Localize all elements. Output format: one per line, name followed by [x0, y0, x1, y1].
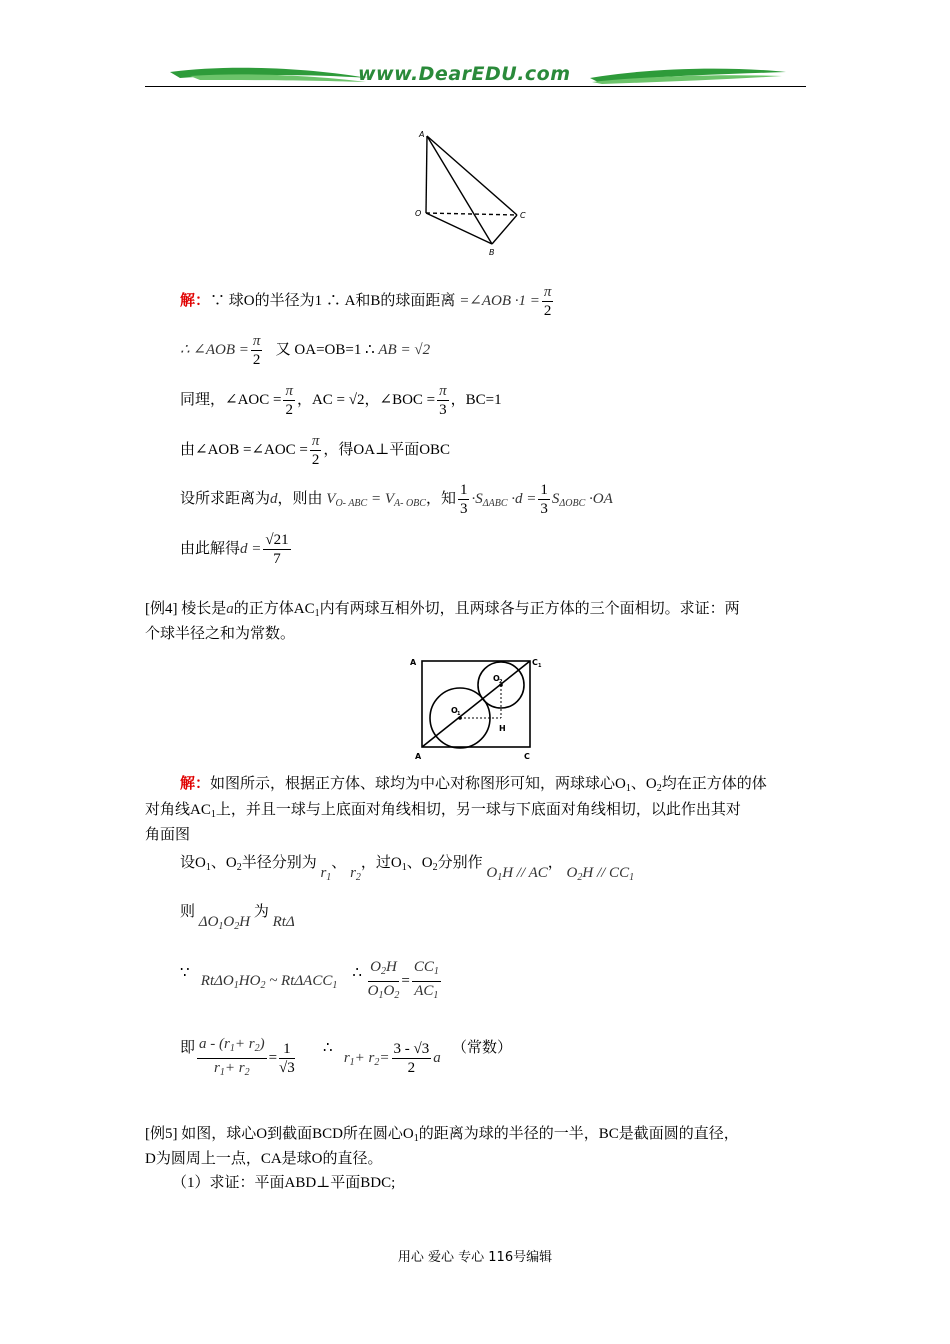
numerator [197, 1035, 267, 1059]
subscript: ΔABC [482, 497, 508, 509]
fraction [368, 958, 400, 1005]
volume: V [326, 490, 336, 507]
text: ∴ [352, 964, 362, 981]
subscript: A- OBC [394, 497, 426, 509]
subscript: 1 [326, 872, 332, 883]
subscript: 2 [577, 872, 583, 883]
text: ∵ [180, 964, 190, 981]
subscript: 1 [314, 608, 320, 619]
denominator: 2 [285, 402, 293, 418]
fig1-label-b: B [489, 248, 495, 257]
spheres-figure [408, 655, 548, 763]
tetrahedron-figure [410, 128, 540, 260]
subscript: 2 [355, 872, 361, 883]
text: 如图所示，根据正方体、球均为中心对称图形可知，两球球心O [210, 776, 626, 792]
text: 、 [331, 855, 347, 871]
formula: ·OA [589, 490, 613, 507]
text: r [343, 1049, 350, 1066]
ex4-title-line2 [145, 624, 295, 644]
denominator: 2 [543, 303, 552, 319]
denominator: √3 [279, 1060, 295, 1076]
numerator [368, 958, 400, 982]
text: + r [354, 1049, 375, 1066]
denominator: 2 [252, 352, 261, 368]
fraction [542, 283, 554, 320]
fraction [437, 382, 449, 419]
fig2-label-c1-sub: 1 [538, 663, 542, 669]
var-a: a [433, 1049, 441, 1066]
subscript: 2 [244, 1067, 250, 1078]
formula: d = [240, 540, 262, 557]
fraction [197, 1035, 267, 1082]
equals: = [370, 490, 382, 507]
text: + r [224, 1060, 245, 1076]
denominator: 2 [311, 452, 320, 468]
subscript: 1 [205, 862, 211, 873]
sol3-line1 [180, 283, 555, 320]
subscript: 1 [229, 1043, 235, 1054]
fraction [251, 332, 263, 369]
text: 对角线AC [145, 802, 211, 818]
text: H // AC [502, 865, 548, 881]
text: AC [414, 983, 434, 999]
fig2-label-o1: O [451, 706, 458, 715]
ex4-sol-p4 [180, 853, 635, 883]
solution-label: 解： [180, 776, 211, 792]
denominator: 3 [439, 402, 447, 418]
numerator: π [252, 333, 261, 349]
text: + r [234, 1036, 255, 1052]
subscript: 1 [413, 1133, 419, 1144]
page-footer: 用心 爱心 专心 116号编辑 [397, 1250, 553, 1265]
text: 为 [253, 904, 269, 920]
subscript: 1 [433, 966, 439, 977]
text: ，AC = √2，∠BOC = [296, 391, 436, 408]
text: 半径分别为 [241, 855, 317, 871]
formula: =∠AOB ·1 = [459, 292, 540, 309]
ex4-sol-p3 [145, 825, 190, 845]
text: r [214, 1060, 220, 1076]
text: ，BC=1 [450, 391, 502, 408]
ex4-sol-p7 [180, 1035, 512, 1082]
numerator: √21 [265, 532, 289, 548]
subscript: 2 [432, 862, 438, 873]
subscript: 2 [394, 990, 400, 1001]
ex4-sol-p6 [180, 958, 443, 1005]
numerator: π [439, 383, 447, 399]
subscript: 1 [433, 990, 439, 1001]
formula [199, 914, 250, 930]
fraction [412, 958, 441, 1005]
text: a - (r [199, 1036, 230, 1052]
text: 、O [630, 776, 657, 792]
text: 即 [180, 1039, 196, 1056]
numerator: 1 [459, 482, 468, 498]
denominator: 2 [407, 1060, 416, 1076]
text: 内有两球互相外切，且两球各与正方体的三个面相切。求证：两 [319, 601, 740, 617]
ex5-line2 [145, 1149, 383, 1169]
subscript: 1 [629, 872, 635, 883]
fig2-label-a-bot: A [415, 752, 422, 761]
text: ，过O [360, 855, 402, 871]
subscript: O- ABC [335, 497, 368, 509]
formula [567, 865, 635, 881]
text: H [239, 914, 251, 930]
numerator: 1 [279, 1040, 295, 1059]
equals: = [401, 972, 410, 989]
subscript: 2 [381, 966, 386, 977]
sol3-line3 [180, 382, 502, 419]
text: 由此解得 [180, 540, 241, 557]
text: D为圆周上一点，CA是球O的直径。 [145, 1151, 383, 1167]
fig1-label-a: A [419, 130, 425, 139]
var-a: a [226, 601, 234, 617]
text: 则 [180, 904, 196, 920]
text: [例5] 如图，球心O到截面BCD所在圆心O [145, 1126, 414, 1142]
solution-label: 解： [180, 292, 211, 309]
numerator: π [543, 284, 552, 300]
fraction [458, 481, 470, 518]
equals: = [268, 1049, 278, 1066]
text: ∵ 球O的半径为1 ∴ A和B的球面距离 [210, 292, 456, 309]
text: 设所求距离为 [180, 490, 271, 507]
ex4-title-line1 [145, 599, 740, 624]
text: 又 OA=OB=1 ∴ [275, 341, 375, 358]
subscript: 1 [349, 1056, 355, 1068]
header-rule [145, 86, 806, 87]
subscript: 1 [401, 862, 407, 873]
fig2-label-h: H [499, 724, 506, 733]
subscript: 1 [625, 783, 631, 794]
fig2-label-a-top: A [410, 658, 417, 667]
text: HO [238, 972, 261, 989]
text: 分别作 [437, 855, 483, 871]
numerator: 1 [540, 482, 548, 498]
ex4-sol-p5 [180, 902, 295, 932]
text: ， [547, 855, 563, 871]
text: 个球半径之和为常数。 [145, 626, 296, 642]
text: O [370, 959, 381, 975]
subscript: 1 [233, 979, 239, 991]
subscript: 2 [236, 862, 242, 873]
subscript: 1 [378, 990, 384, 1001]
text: O [383, 983, 395, 999]
ex4-sol-p1 [180, 774, 767, 799]
fraction [538, 481, 550, 518]
radius-r1: r [320, 865, 327, 881]
text: ) [259, 1036, 265, 1052]
text: 同理，∠AOC = [180, 391, 282, 408]
text: ，则由 [277, 490, 323, 507]
ex5-line1 [145, 1124, 739, 1149]
text: 角面图 [145, 827, 191, 843]
subscript: 1 [332, 979, 338, 991]
text: [例4] 棱长是 [145, 601, 227, 617]
denominator: 3 [540, 501, 548, 517]
formula: ∴ ∠AOB = [180, 341, 249, 358]
subscript: 2 [374, 1056, 380, 1068]
subscript: 1 [219, 1067, 225, 1078]
formula: AB = √2 [378, 341, 431, 358]
fig2-label-o2: O [493, 674, 500, 683]
text: H [386, 959, 397, 975]
sol3-line6 [180, 531, 293, 568]
header-swoosh-left [150, 62, 370, 86]
header-swoosh-right [588, 62, 788, 86]
subscript: ΔOBC [559, 497, 586, 509]
text: RtΔO [200, 972, 234, 989]
sol3-line2 [180, 332, 430, 369]
subscript: 1 [218, 921, 224, 932]
ex5-line3 [172, 1173, 395, 1193]
text: （常数） [451, 1039, 512, 1056]
formula: RtΔ [272, 914, 295, 930]
denominator [197, 1059, 267, 1082]
volume: V [384, 490, 395, 507]
text: O [486, 865, 498, 881]
text: 设O [180, 855, 206, 871]
fig1-label-o: O [415, 209, 422, 218]
text: O [367, 983, 379, 999]
subscript: 2 [234, 921, 240, 932]
text: H // CC [582, 865, 630, 881]
fig2-label-o2-sub: 2 [499, 679, 503, 685]
numerator: π [285, 383, 293, 399]
text: ，得OA⊥平面OBC [323, 441, 451, 458]
text: ΔO [198, 914, 219, 930]
text: ∴ [323, 1039, 333, 1056]
numerator [412, 958, 441, 982]
formula [201, 973, 338, 989]
fig2-label-o1-sub: 1 [457, 711, 461, 717]
fraction [310, 432, 322, 469]
fig2-label-c-bot: C [524, 752, 530, 761]
area: ·S [471, 490, 483, 507]
denominator: 7 [273, 551, 281, 567]
var-d: d [270, 490, 278, 507]
subscript: 1 [497, 872, 503, 883]
subscript: 2 [254, 1043, 260, 1054]
text: 、O [210, 855, 237, 871]
text: ，知 [425, 490, 456, 507]
subscript: 2 [656, 783, 662, 794]
ex4-sol-p2 [145, 800, 741, 825]
text: 的距离为球的半径的一半，BC是截面圆的直径， [418, 1126, 739, 1142]
text: 均在正方体的体 [661, 776, 767, 792]
fraction [279, 1040, 295, 1077]
sol3-line4 [180, 432, 450, 469]
text: = [379, 1049, 390, 1066]
text: （1）求证：平面ABD⊥平面BDC; [172, 1175, 396, 1191]
fraction [392, 1040, 432, 1077]
radius-r2: r [350, 865, 356, 881]
text: ~ RtΔACC [269, 972, 333, 989]
denominator [412, 982, 441, 1005]
subscript: 2 [260, 979, 266, 991]
text: O [223, 914, 235, 930]
formula [486, 865, 547, 881]
numerator: π [311, 433, 320, 449]
fig1-label-c: C [520, 211, 526, 220]
numerator: 3 - √3 [393, 1041, 430, 1057]
denominator: 3 [459, 501, 468, 517]
text: 、O [406, 855, 433, 871]
area: S [551, 490, 560, 507]
header-logo: www.DearEDU.com [358, 63, 571, 85]
text: O [566, 865, 578, 881]
fraction [283, 382, 295, 419]
formula [344, 1050, 390, 1066]
text: CC [413, 959, 434, 975]
subscript: 1 [210, 809, 216, 820]
text: 由∠AOB =∠AOC = [180, 441, 308, 458]
sol3-line5 [180, 481, 613, 518]
formula: ·d = [511, 490, 537, 507]
text: 上，并且一球与上底面对角线相切，另一球与下底面对角线相切，以此作出其对 [215, 802, 741, 818]
text: 的正方体AC [233, 601, 315, 617]
fig2-label-c1: C [532, 658, 538, 667]
denominator [368, 982, 400, 1005]
fraction [263, 531, 290, 568]
